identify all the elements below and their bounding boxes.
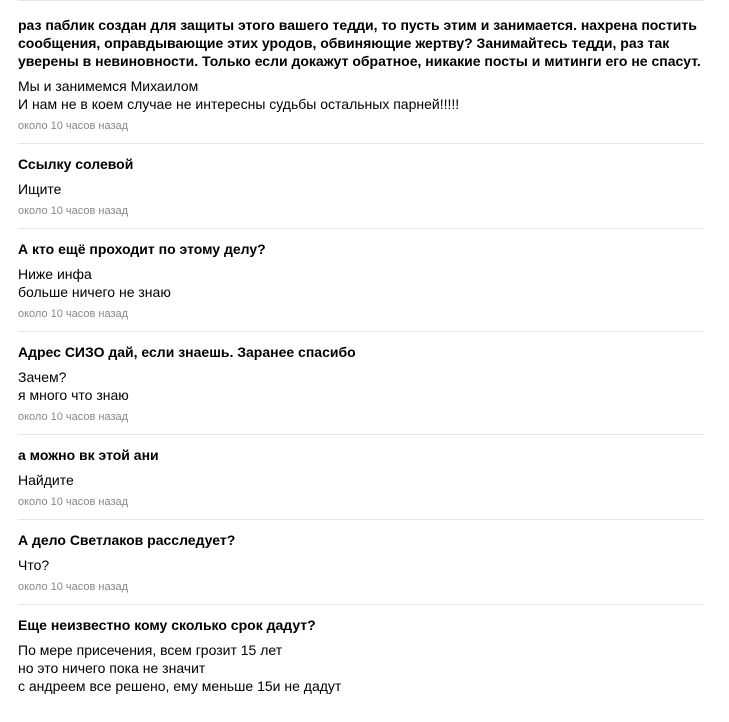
answer-line: Зачем? bbox=[18, 369, 67, 385]
question-text: Еще неизвестно кому сколько срок дадут? bbox=[18, 617, 316, 633]
qa-feed bbox=[18, 0, 704, 722]
qa-item bbox=[18, 446, 704, 520]
answer-line: Ниже инфа bbox=[18, 266, 92, 282]
question-text: Ссылку солевой bbox=[18, 156, 134, 172]
answer-text bbox=[18, 180, 704, 198]
question-text: А кто ещё проходит по этому делу? bbox=[18, 241, 266, 257]
timestamp-link[interactable]: около 10 часов назад bbox=[18, 308, 129, 320]
answer-line: Найдите bbox=[18, 472, 74, 488]
answer-text bbox=[18, 368, 704, 404]
qa-item bbox=[18, 240, 704, 332]
answer-text bbox=[18, 77, 704, 113]
answer-line: с андреем все решено, ему меньше 15и не дадут bbox=[18, 678, 342, 694]
answer-line: И нам не в коем случае не интересны судьбы остальных парней!!!!! bbox=[18, 96, 460, 112]
answer-text bbox=[18, 471, 704, 489]
answer-line: я много что знаю bbox=[18, 387, 129, 403]
qa-item bbox=[18, 16, 704, 144]
timestamp-link[interactable]: около 10 часов назад bbox=[18, 411, 129, 423]
answer-line: По мере присечения, всем грозит 15 лет bbox=[18, 642, 283, 658]
divider bbox=[18, 0, 704, 1]
question-text: А дело Светлаков расследует? bbox=[18, 532, 236, 548]
timestamp-link[interactable]: около 10 часов назад bbox=[18, 120, 129, 132]
answer-line: но это ничего пока не значит bbox=[18, 660, 206, 676]
qa-item bbox=[18, 343, 704, 435]
answer-line: Ищите bbox=[18, 181, 62, 197]
question-text: Адрес СИЗО дай, если знаешь. Заранее спасибо bbox=[18, 344, 356, 360]
answer-text bbox=[18, 265, 704, 301]
qa-item bbox=[18, 155, 704, 229]
question-text: раз паблик создан для защиты этого вашего тедди, то пусть этим и занимается. нахрена постить сообщения, оправдывающие этих уродов, обвиняющие жертву? Занимайтесь тедди, раз так уверены в невиновности. Только если докажут обратное, никакие посты и митинги его не спасут. bbox=[18, 17, 701, 69]
question-text: а можно вк этой ани bbox=[18, 447, 159, 463]
timestamp-link[interactable]: около 10 часов назад bbox=[18, 496, 129, 508]
qa-item bbox=[18, 616, 704, 711]
answer-line: Что? bbox=[18, 557, 50, 573]
answer-line: Мы и занимемся Михаилом bbox=[18, 78, 199, 94]
qa-item bbox=[18, 531, 704, 605]
timestamp-link[interactable]: около 10 часов назад bbox=[18, 205, 129, 217]
answer-text bbox=[18, 556, 704, 574]
answer-text bbox=[18, 641, 704, 695]
answer-line: больше ничего не знаю bbox=[18, 284, 171, 300]
timestamp-link[interactable]: около 10 часов назад bbox=[18, 581, 129, 593]
